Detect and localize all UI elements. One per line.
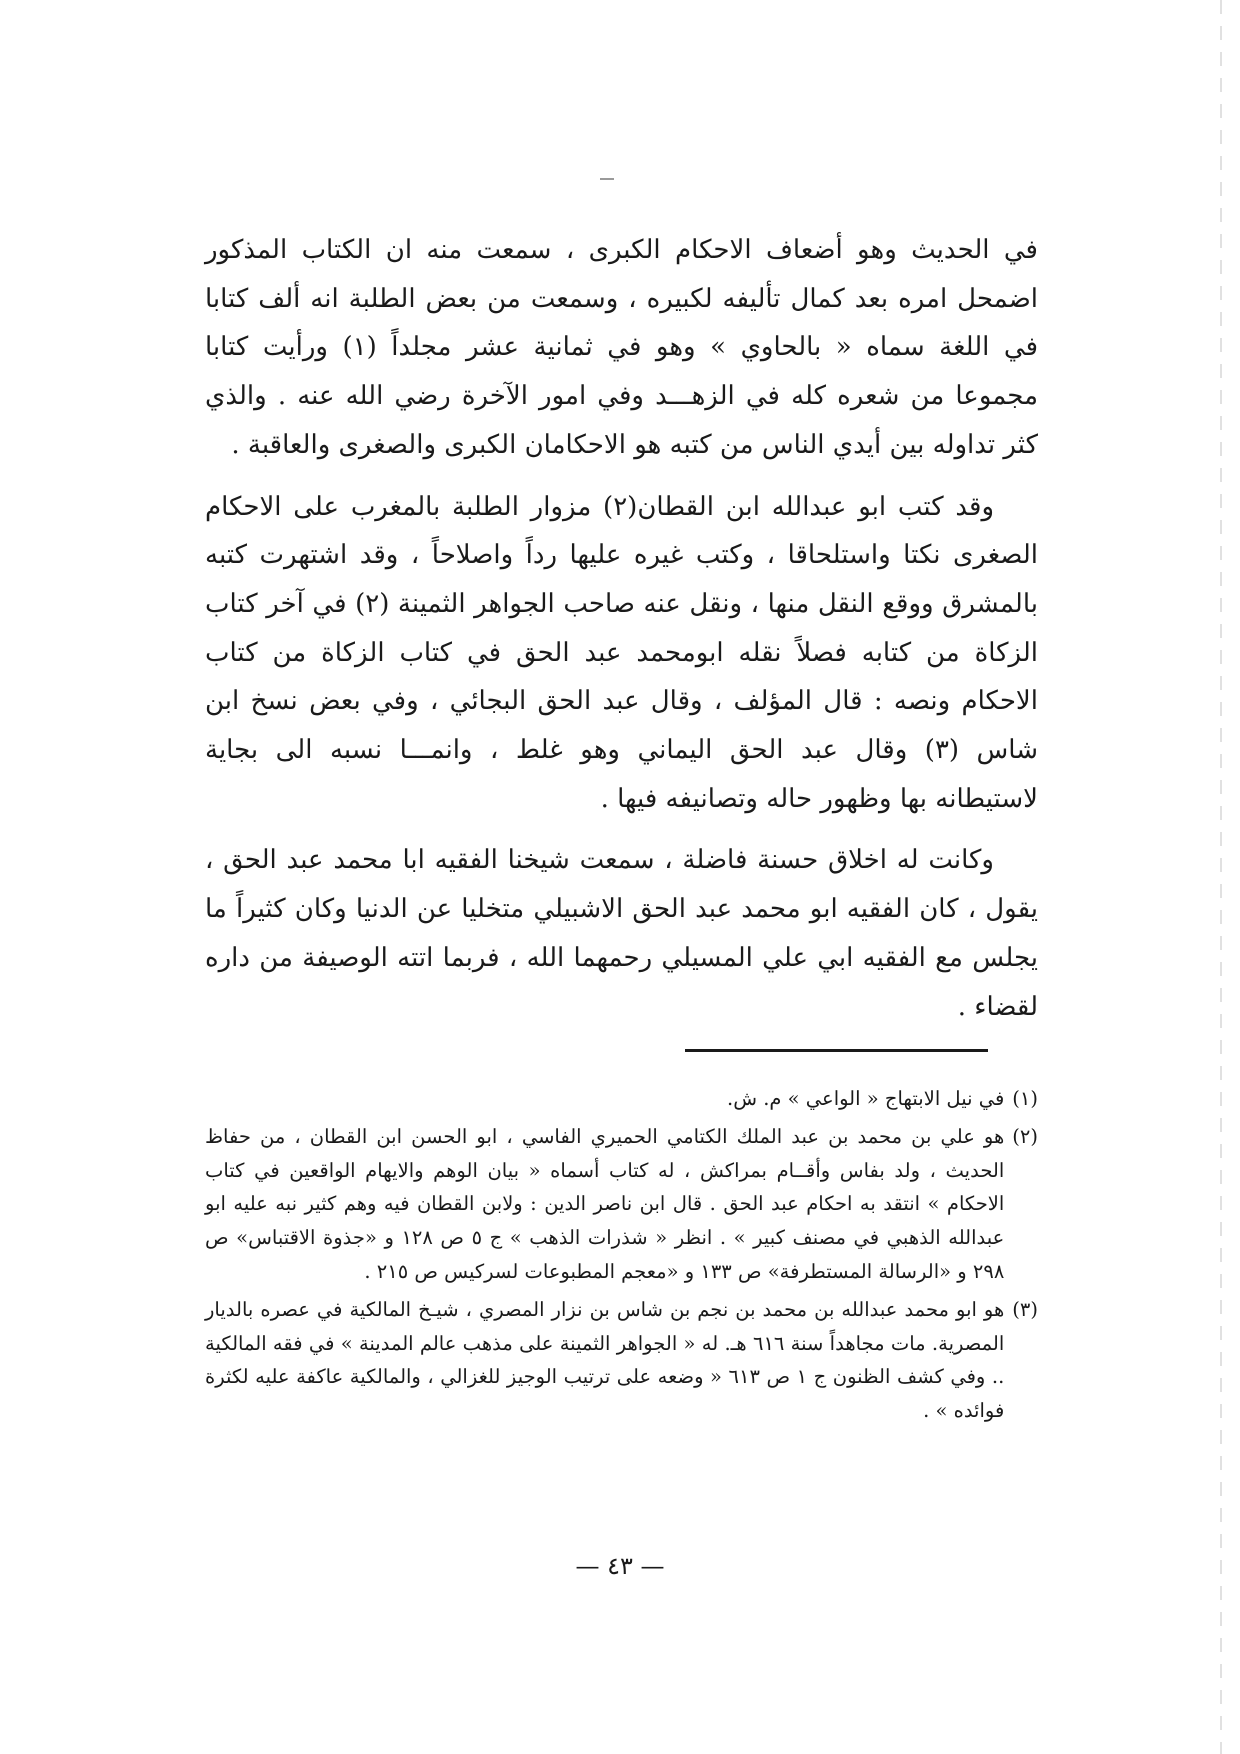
paragraph: وكانت له اخلاق حسنة فاضلة ، سمعت شيخنا الفقيه ابا محمد عبد الحق ، يقول ، كان الفقيه ابو محمد عبد الحق الاشبيلي متخليا عن الدنيا وكان كثيراً ما يجلس مع الفقيه ابي علي المسيلي رحمهما الله ، فربما اتته الوصيفة من داره لقضاء . — [205, 845, 1038, 1022]
footnote-number: (٣) — [1012, 1297, 1038, 1321]
footnote-number: (٢) — [1012, 1124, 1038, 1148]
footnote-text: في نيل الابتهاج « الواعي » م. ش. — [727, 1087, 1005, 1110]
footnote-text: هو ابو محمد عبدالله بن محمد بن نجم بن شاس بن نزار المصري ، شيـخ المالكية في عصره بالديار المصرية. مات مجاهداً سنة ٦١٦ هـ. له « الجواهر الثمينة على مذهب عالم المدينة » في فقه المالكية .. وفي كشف الظنون ج ١ ص ٦١٣ « وضعه على ترتيب الوجيز للغزالي ، والمالكية عاكفة عليه لكثرة فوائده » . — [205, 1297, 1005, 1423]
footnote-text: هو علي بن محمد بن عبد الملك الكتامي الحميري الفاسي ، ابو الحسن ابن القطان ، من حفاظ الحديث ، ولد بفاس وأقــام بمراكش ، له كتاب أسماه « بيان الوهم والايهام الواقعين في كتاب الاحكام » انتقد به احكام عبد الحق . قال ابن ناصر الدين : ولابن القطان فيه وهم كثير نبه عليه ابو عبدالله الذهبي في مصنف كبير » . انظر « شذرات الذهب » ج ٥ ص ١٢٨ و «جذوة الاقتباس» ص ٢٩٨ و «الرسالة المستطرفة» ص ١٣٣ و «معجم المطبوعات لسركيس ص ٢١٥ . — [205, 1124, 1005, 1283]
footnote — [205, 1082, 1038, 1116]
footnote-number: (١) — [1012, 1087, 1038, 1110]
scan-edge-artifact — [1220, 0, 1222, 1754]
footnotes — [205, 1082, 1038, 1432]
scan-mark — [600, 178, 614, 180]
footnote — [205, 1293, 1038, 1428]
page-number: — ٤٣ — — [575, 1552, 665, 1580]
footnote-separator — [685, 1049, 988, 1052]
paragraph: وقد كتب ابو عبدالله ابن القطان(٢) مزوار الطلبة بالمغرب على الاحكام الصغرى نكتا واستلحاقا ، وكتب غيره عليها رداً واصلاحاً ، وقد اشتهرت كتبه بالمشرق ووقع النقل منها ، ونقل عنه صاحب الجواهر الثمينة (٢) في آخر كتاب الزكاة من كتابه فصلاً نقله ابومحمد عبد الحق في كتاب الزكاة من كتاب الاحكام ونصه : قال المؤلف ، وقال عبد الحق البجائي ، وفي بعض نسخ ابن شاس (٣) وقال عبد الحق اليماني وهو غلط ، وانمـــا نسبه الى بجاية لاستيطانه بها وظهور حاله وتصانيفه فيها . — [205, 491, 1039, 814]
footnote — [205, 1120, 1038, 1289]
paragraph: في الحديث وهو أضعاف الاحكام الكبرى ، سمعت منه ان الكتاب المذكور اضمحل امره بعد كمال تأليفه لكبيره ، وسمعت من بعض الطلبة انه ألف كتابا في اللغة سماه « بالحاوي » وهو في ثمانية عشر مجلداً (١) ورأيت كتابا مجموعا من شعره كله في الزهـــد وفي امور الآخرة رضي الله عنه . والذي كثر تداوله بين أيدي الناس من كتبه هو الاحكامان الكبرى والصغرى والعاقبة . — [205, 235, 1038, 460]
main-text — [205, 226, 1038, 1031]
